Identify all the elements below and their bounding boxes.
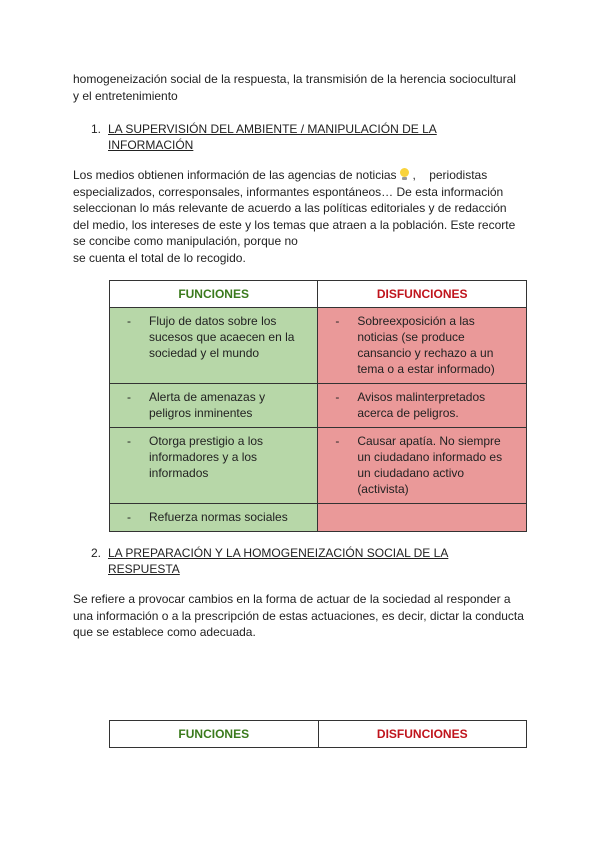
table-header-row [110,721,527,748]
funcion-text: Otorga prestigio a los informadores y a los informados [149,434,264,480]
table-header-row [110,281,527,308]
paragraph-line: se cuenta el total de lo recogido. [73,250,246,265]
disfunciones-header: DISFUNCIONES [318,721,527,748]
funcion-cell [110,308,318,384]
paragraph-line: una información o a la prescripción de estas actuaciones, es decir, dictar la conducta [73,608,524,623]
disfuncion-text: Avisos malinterpretados acerca de peligros. [357,390,486,420]
table-row [110,428,527,504]
funcion-text: Alerta de amenazas y peligros inminentes [149,390,266,420]
intro-paragraph [73,71,533,104]
intro-line: y el entretenimiento [73,88,178,103]
disfuncion-cell [318,384,527,428]
funcion-text: Flujo de datos sobre los sucesos que acaecen en la sociedad y el mundo [149,314,295,360]
disfuncion-text: Causar apatía. No siempre un ciudadano informado es un ciudadano activo (activista) [357,434,503,496]
section-1-heading [91,121,491,153]
section-title [108,545,458,577]
section-title [108,121,458,153]
bullet-dash: - [127,510,131,524]
paragraph-line: se concibe como manipulación, porque no [73,234,298,248]
functions-table-2 [109,720,527,748]
disfuncion-cell [318,428,527,504]
paragraph-text: Los medios obtienen información de las agencias de noticias [73,168,397,182]
section-title-line: LA PREPARACIÓN Y LA HOMOGENEIZACIÓN SOCIAL DE LA [108,546,449,560]
lightbulb-icon [399,168,409,181]
funcion-cell [110,428,318,504]
table-row [110,308,527,384]
paragraph-line: Se refiere a provocar cambios en la forma de actuar de la sociedad al responder a [73,592,511,606]
bullet-dash: - [127,390,131,404]
funciones-header: FUNCIONES [110,721,319,748]
section-title-line: LA SUPERVISIÓN DEL AMBIENTE / MANIPULACIÓN DE LA [108,122,437,136]
section-1-paragraph [73,167,533,266]
paragraph-line [73,167,533,184]
paragraph-line: que se establece como adecuada. [73,625,256,639]
paragraph-line: especializados, corresponsales, informantes espontáneos… De esta información [73,184,504,199]
bullet-dash: - [335,434,340,448]
paragraph-text: , periodistas [412,168,488,182]
table-row [110,384,527,428]
disfunciones-header: DISFUNCIONES [318,281,527,308]
disfuncion-cell [318,504,527,532]
disfuncion-cell [318,308,527,384]
bullet-dash: - [335,314,340,328]
bullet-dash: - [335,390,340,404]
funciones-header: FUNCIONES [110,281,318,308]
section-title-line: INFORMACIÓN [108,138,194,152]
funcion-text: Refuerza normas sociales [149,510,288,524]
section-number: 2. [91,546,102,560]
disfuncion-text: Sobreexposición a las noticias (se produce cansancio y rechazo a un tema o a estar informado) [357,314,495,376]
paragraph-line: del medio, los intereses de este y los temas que atraen a la población. Este recorte [73,217,516,232]
funcion-cell [110,504,318,532]
table-row [110,504,527,532]
section-2-heading [91,545,491,577]
section-2-paragraph [73,591,533,641]
funcion-cell [110,384,318,428]
bullet-dash: - [127,434,131,448]
functions-table-1 [109,280,527,532]
intro-line: homogeneización social de la respuesta, la transmisión de la herencia sociocultural [73,72,516,86]
paragraph-line: seleccionan lo más relevante de acuerdo a las políticas editoriales y de redacción [73,201,507,215]
section-number: 1. [91,122,102,136]
bullet-dash: - [127,314,131,328]
section-title-line: RESPUESTA [108,562,180,576]
